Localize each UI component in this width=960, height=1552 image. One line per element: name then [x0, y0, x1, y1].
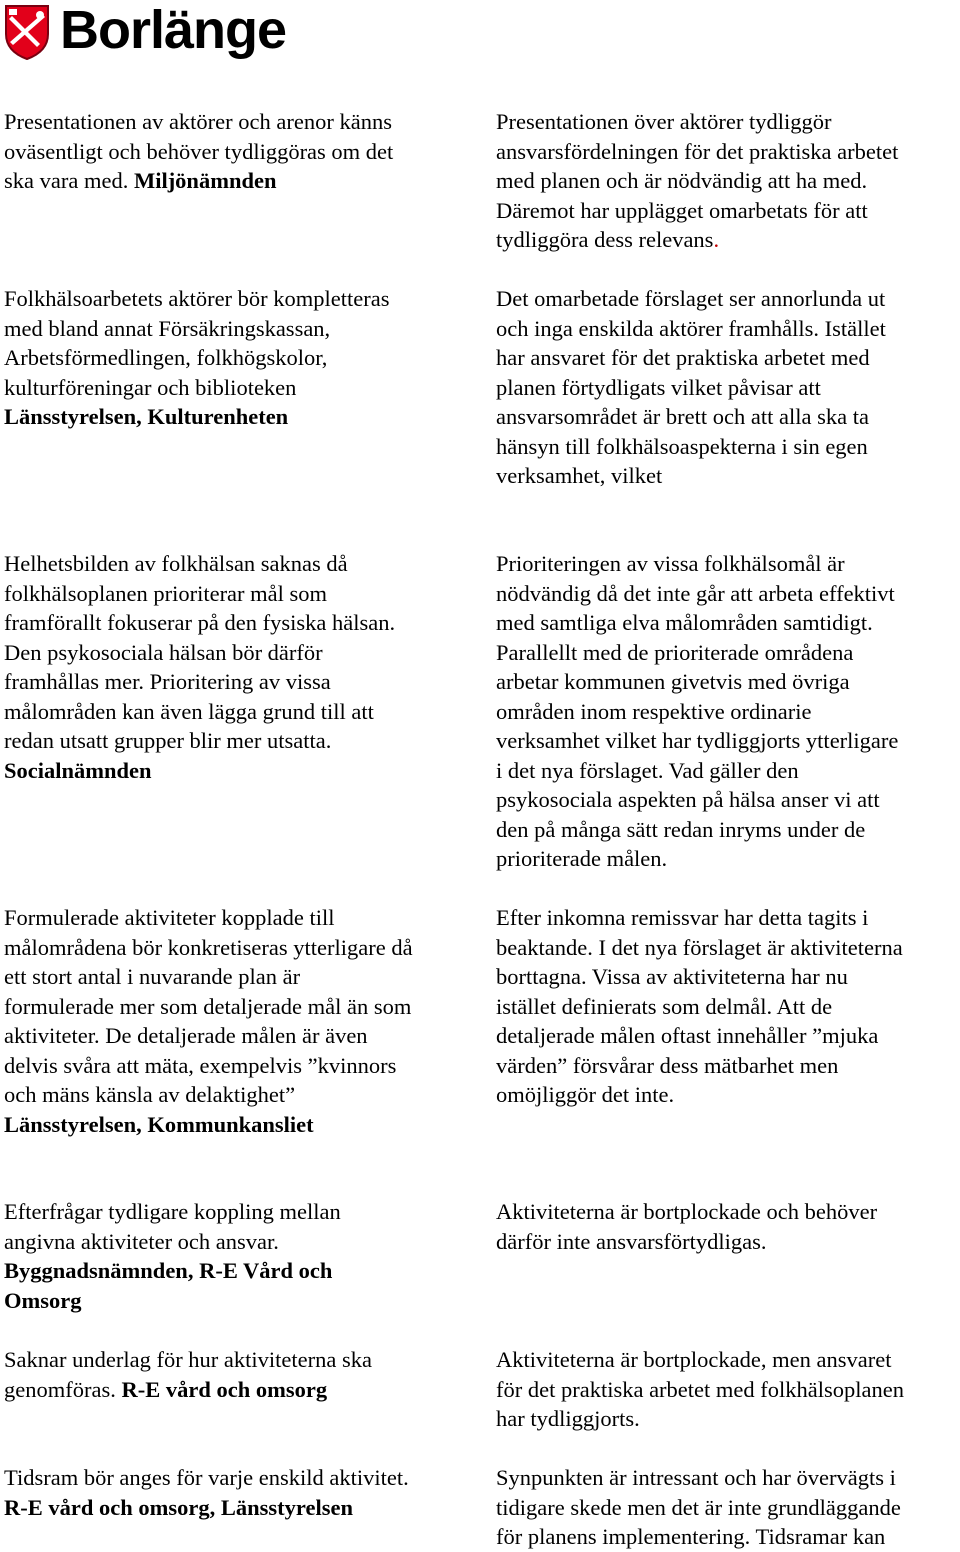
- remark-cell: Saknar underlag för hur aktiviteterna ska genomföras. R-E vård och omsorg: [4, 1347, 372, 1402]
- borlange-logo-text: Borlänge: [60, 0, 287, 60]
- remark-cell: Presentationen av aktörer och arenor känns oväsentligt och behöver tydliggöras om det ska vara med. Miljönämnden: [4, 109, 394, 193]
- response-cell: Aktiviteterna är bortplockade och behöver därför inte ansvarsförtydligas.: [496, 1199, 878, 1254]
- remark-source: Byggnadsnämnden, R-E Vård och Omsorg: [4, 1258, 333, 1313]
- remark-source: R-E vård och omsorg, Länsstyrelsen: [4, 1494, 353, 1520]
- remark-cell: Efterfrågar tydligare koppling mellan angivna aktiviteter och ansvar. Byggnadsnämnden, R-E Vård och Omsorg: [4, 1199, 341, 1313]
- response-cell: Aktiviteterna är bortplockade, men ansvaret för det praktiska arbetet med folkhälsoplanen har tydliggjorts.: [496, 1347, 904, 1431]
- remark-source: Länsstyrelsen, Kommunkansliet: [4, 1111, 314, 1137]
- remark-cell: Formulerade aktiviteter kopplade till målområdena bör konkretiseras ytterligare då ett stort antal i nuvarande plan är formulerade mer som detaljerade mål än som aktiviteter. De detaljerade målen är även delvis svåra att mäta, exempelvis ”kvinnors och mäns känsla av delaktighet” Länsstyrelsen, Kommunkansliet: [4, 905, 413, 1137]
- remark-source: Länsstyrelsen, Kulturenheten: [4, 404, 289, 429]
- borlange-crest-icon: [4, 4, 50, 60]
- response-cell: Presentationen över aktörer tydliggör ansvarsfördelningen för det praktiska arbetet med planen och är nödvändig att ha med. Däremot har upplägget omarbetats för att tydliggöra dess relevans.: [496, 109, 899, 252]
- response-cell: Efter inkomna remissvar har detta tagits i beaktande. I det nya förslaget är aktiviteterna borttagna. Vissa av aktiviteterna har nu istället definierats som delmål. Att de detaljerade målen oftast innehåller ”mjuka värden” försvårar dess mätbarhet men omöjliggör det inte.: [496, 905, 903, 1107]
- remark-source: R-E vård och omsorg: [121, 1376, 328, 1402]
- response-cell: Synpunkten är intressant och har övervägts i tidigare skede men det är inte grundläggande för planens implementering. Tidsramar kan: [496, 1465, 901, 1549]
- remark-cell: Helhetsbilden av folkhälsan saknas då folkhälsoplanen prioriterar mål som framförallt fokuserar på den fysiska hälsan. Den psykosociala hälsan bör därför framhållas mer. Prioritering av vissa målområden kan även lägga grund till att redan utsatt grupper blir mer utsatta. Socialnämnden: [4, 551, 396, 783]
- remark-cell: Folkhälsoarbetets aktörer bör kompletteras med bland annat Försäkringskassan, Arbetsförmedlingen, folkhögskolor, kulturföreningar och biblioteken Länsstyrelsen, Kulturenheten: [4, 286, 390, 429]
- remark-source: Socialnämnden: [4, 757, 152, 783]
- response-cell: Det omarbetade förslaget ser annorlunda ut och inga enskilda aktörer framhålls. Istället har ansvaret för det praktiska arbetet med planen förtydligats vilket påvisar att ansvarsområdet är brett och att alla ska ta hänsyn till folkhälsoaspekterna i sin egen verksamhet, vilket: [496, 286, 886, 488]
- remark-source: Miljönämnden: [133, 168, 277, 193]
- page-header: [4, 0, 286, 64]
- response-cell: Prioriteringen av vissa folkhälsomål är nödvändig då det inte går att arbeta effektivt med samtliga elva målområden samtidigt. Parallellt med de prioriterade områdena arbetar kommunen givetvis med övriga områden inom respektive ordinarie verksamhet vilket har tydliggjorts ytterligare i det nya förslaget. Vad gäller den psykosociala aspekten på hälsa anser vi att den på många sätt redan inryms under de prioriterade målen.: [496, 551, 899, 871]
- red-period: .: [713, 227, 720, 252]
- remark-cell: Tidsram bör anges för varje enskild aktivitet. R-E vård och omsorg, Länsstyrelsen: [4, 1465, 409, 1520]
